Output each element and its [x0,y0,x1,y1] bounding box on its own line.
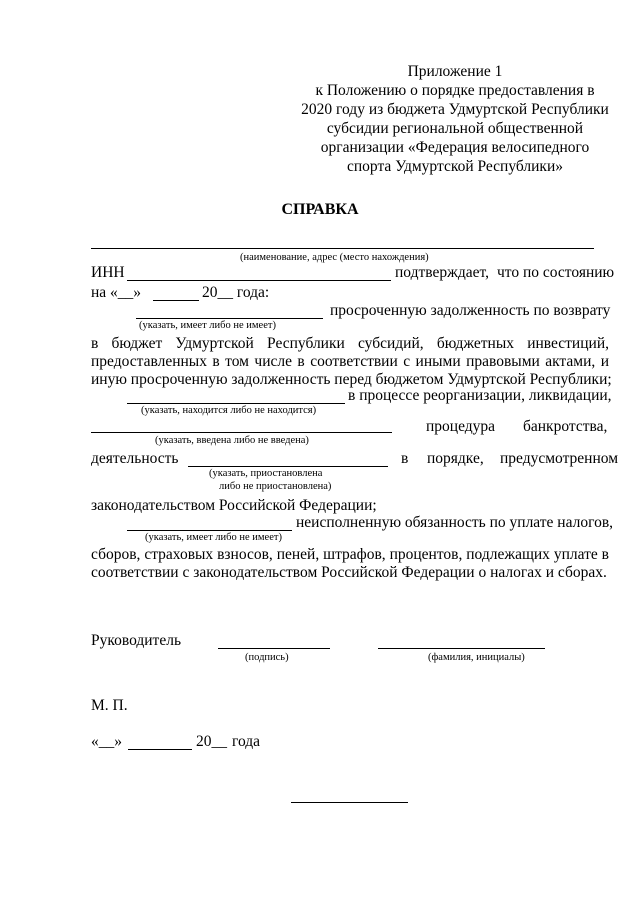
head-label: Руководитель [91,632,182,649]
date-month-field[interactable] [153,300,199,301]
tax-obligation-text: неисполненную обязанность по уплате налогов, [296,514,614,531]
procedure-text: процедура [426,418,496,435]
appendix-line: к Положению о порядке предоставления в [315,82,595,99]
bottom-date-year: 20__ [196,733,227,750]
fees-line: сборов, страховых взносов, пеней, штрафов, процентов, подлежащих уплате в [91,546,609,563]
bankruptcy-text: банкротства, [523,418,608,435]
caption-has-or-not: (указать, имеет либо не имеет) [139,320,276,331]
closing-rule [291,802,408,803]
caption-name-address: (наименование, адрес (место нахождения) [240,252,429,263]
budget-line: в бюджет Удмуртской Республики субсидий, бюджетных инвестиций, [91,335,609,352]
date-prefix: на «__» [91,284,142,301]
in-text: в [401,450,409,467]
inn-confirms: подтверждает, [395,264,489,281]
budget-line: иную просроченную задолженность перед бюджетом Удмуртской Республики; [91,371,612,388]
bottom-date-prefix: «__» [91,733,122,750]
fees-line: соответствии с законодательством Российской Федерации о налогах и сборах. [91,564,607,581]
stamp-label: М. П. [91,697,128,714]
provided-text: предусмотренном [500,450,619,467]
reorganization-text: в процессе реорганизации, ликвидации, [348,387,612,404]
overdue-debt-text: просроченную задолженность по возврату [330,302,611,319]
signature-field[interactable] [218,648,330,649]
inn-state: что по состоянию [497,264,615,281]
legislation-text: законодательством Российской Федерации; [91,497,377,514]
activity-text: деятельность [91,450,179,467]
full-name-field[interactable] [378,648,545,649]
bottom-date-word: года [232,733,261,750]
tax-obligation-field[interactable] [127,530,292,531]
caption-introduced: (указать, введена либо не введена) [155,435,309,446]
inn-label: ИНН [91,264,125,281]
caption-located: (указать, находится либо не находится) [141,405,317,416]
appendix-line: 2020 году из бюджета Удмуртской Республики [301,101,609,118]
budget-line: предоставленных в том числе в соответствии с иными правовыми актами, и [91,353,609,370]
caption-has-or-not-2: (указать, имеет либо не имеет) [145,532,282,543]
bottom-date-field[interactable] [128,749,192,750]
caption-full-name: (фамилия, инициалы) [428,652,525,663]
overdue-debt-field[interactable] [136,318,323,319]
bankruptcy-field[interactable] [91,432,392,433]
manner-text: порядке, [427,450,484,467]
activity-field[interactable] [188,466,388,467]
reorganization-field[interactable] [127,403,345,404]
date-year: 20__ года: [202,284,270,301]
caption-suspended: (указать, приостановлена [209,468,323,479]
caption-suspended: либо не приостановлена) [219,481,332,492]
appendix-line: спорта Удмуртской Республики» [347,158,563,175]
document-title: СПРАВКА [281,201,359,218]
appendix-line: субсидии региональной общественной [326,120,584,137]
inn-field[interactable] [127,280,391,281]
appendix-line: организации «Федерация велосипедного [320,139,590,156]
name-address-field[interactable] [91,248,594,249]
caption-signature: (подпись) [245,652,289,663]
appendix-line: Приложение 1 [407,63,503,80]
